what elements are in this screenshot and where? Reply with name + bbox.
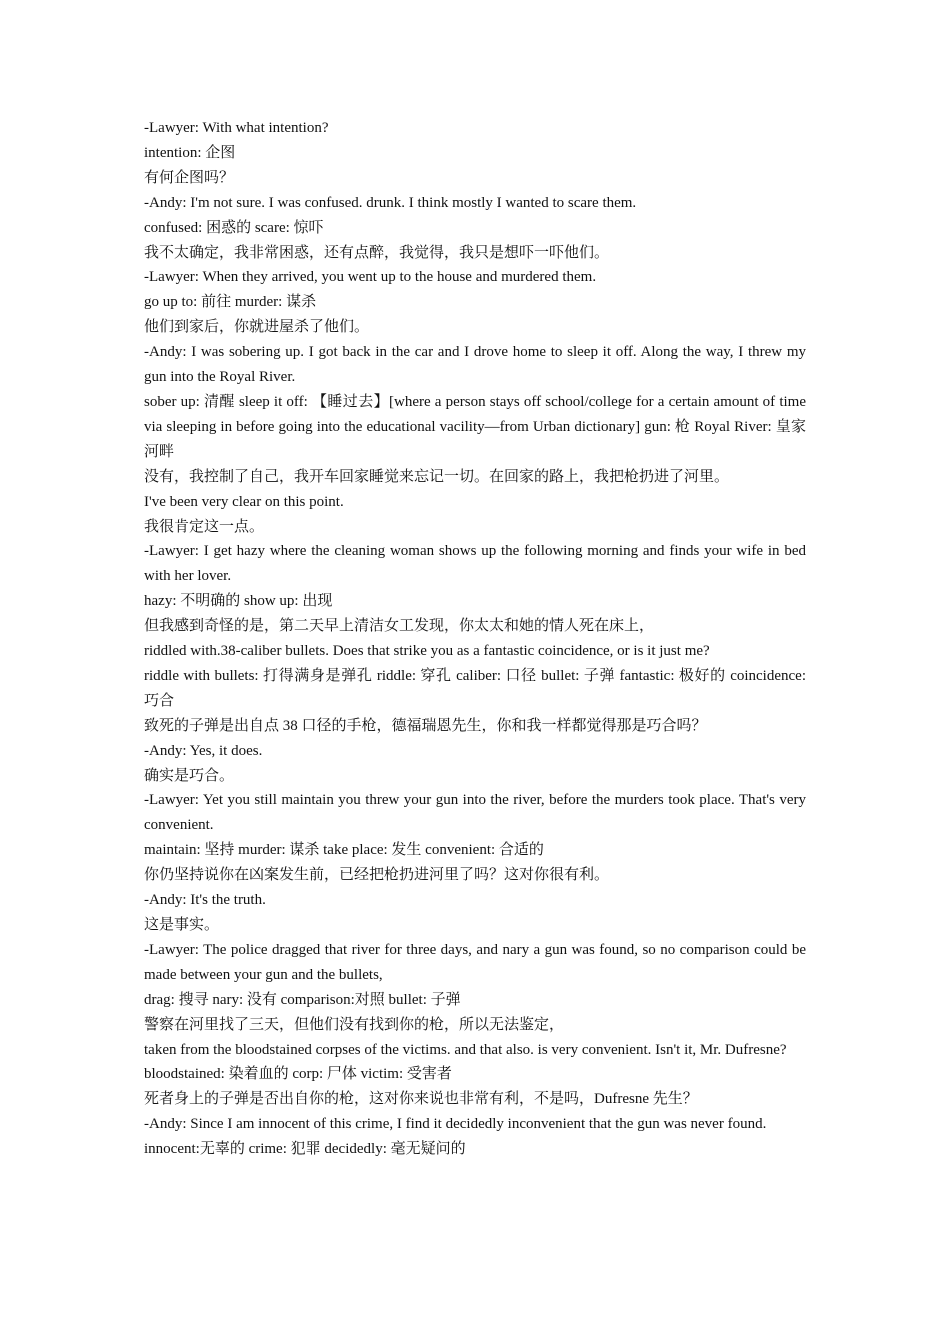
text-line: I've been very clear on this point. bbox=[144, 493, 344, 510]
text-line: -Andy: I'm not sure. I was confused. drunk. I think mostly I wanted to scare them. bbox=[144, 194, 637, 211]
text-line: 致死的子弹是出自点 38 口径的手枪，德福瑞恩先生，你和我一样都觉得那是巧合吗？ bbox=[144, 717, 707, 734]
text-line: hazy: 不明确的 show up: 出现 bbox=[144, 593, 333, 610]
text-line: -Andy: Yes, it does. bbox=[144, 742, 263, 759]
document-body bbox=[144, 116, 806, 1162]
text-line: -Lawyer: When they arrived, you went up to the house and murdered them. bbox=[144, 269, 597, 286]
text-line: go up to: 前往 murder: 谋杀 bbox=[144, 294, 317, 311]
text-line: 我很肯定这一点。 bbox=[144, 518, 265, 535]
text-line: -Lawyer: I get hazy where the cleaning woman shows up the following morning and finds your wife in bed with her lover. bbox=[144, 543, 806, 585]
text-line: 他们到家后，你就进屋杀了他们。 bbox=[144, 319, 370, 336]
text-line: -Andy: Since I am innocent of this crime, I find it decidedly inconvenient that the gun was never found. bbox=[144, 1116, 767, 1133]
text-line: -Andy: I was sobering up. I got back in the car and I drove home to sleep it off. Along the way, I threw my gun into the Royal River. bbox=[144, 344, 806, 386]
text-line: drag: 搜寻 nary: 没有 comparison:对照 bullet: 子弹 bbox=[144, 991, 461, 1008]
text-line: taken from the bloodstained corpses of the victims. and that also. is very convenient. Isn't it, Mr. Dufresne? bbox=[144, 1041, 787, 1058]
text-line: 确实是巧合。 bbox=[144, 767, 235, 784]
text-line: riddle with bullets: 打得满身是弹孔 riddle: 穿孔 caliber: 口径 bullet: 子弹 fantastic: 极好的 coincidence: 巧合 bbox=[144, 667, 806, 709]
text-line: 我不太确定，我非常困惑，还有点醉，我觉得，我只是想吓一吓他们。 bbox=[144, 244, 610, 261]
text-line: 没有，我控制了自己，我开车回家睡觉来忘记一切。在回家的路上，我把枪扔进了河里。 bbox=[144, 468, 730, 485]
text-line: 你仍坚持说你在凶案发生前，已经把枪扔进河里了吗？这对你很有利。 bbox=[144, 867, 610, 884]
text-line: 有何企图吗？ bbox=[144, 169, 235, 186]
text-line: -Lawyer: The police dragged that river for three days, and nary a gun was found, so no comparison could be made between your gun and the bullets, bbox=[144, 941, 806, 983]
text-line: 警察在河里找了三天，但他们没有找到你的枪，所以无法鉴定， bbox=[144, 1016, 565, 1033]
text-line: 死者身上的子弹是否出自你的枪，这对你来说也非常有利，不是吗，Dufresne 先生？ bbox=[144, 1091, 698, 1108]
text-line: innocent:无辜的 crime: 犯罪 decidedly: 毫无疑问的 bbox=[144, 1141, 466, 1158]
text-line: -Andy: It's the truth. bbox=[144, 892, 266, 909]
text-line: riddled with.38-caliber bullets. Does that strike you as a fantastic coincidence, or is it just me? bbox=[144, 643, 710, 660]
text-line: 但我感到奇怪的是，第二天早上清洁女工发现，你太太和她的情人死在床上， bbox=[144, 618, 655, 635]
text-line: -Lawyer: With what intention? bbox=[144, 120, 329, 136]
text-line: bloodstained: 染着血的 corp: 尸体 victim: 受害者 bbox=[144, 1066, 452, 1083]
text-line: confused: 困惑的 scare: 惊吓 bbox=[144, 219, 324, 236]
text-line: -Lawyer: Yet you still maintain you threw your gun into the river, before the murders took place. That's very convenient. bbox=[144, 792, 806, 834]
text-line: maintain: 坚持 murder: 谋杀 take place: 发生 convenient: 合适的 bbox=[144, 842, 544, 859]
text-line: intention: 企图 bbox=[144, 144, 236, 161]
text-line: sober up: 清醒 sleep it off: 【睡过去】[where a person stays off school/college for a certain amount of time via sleeping in before going into the educational vacility—from Urban dictionary] gun: 枪 Royal River: 皇家河畔 bbox=[144, 393, 806, 460]
text-line: 这是事实。 bbox=[144, 917, 220, 933]
